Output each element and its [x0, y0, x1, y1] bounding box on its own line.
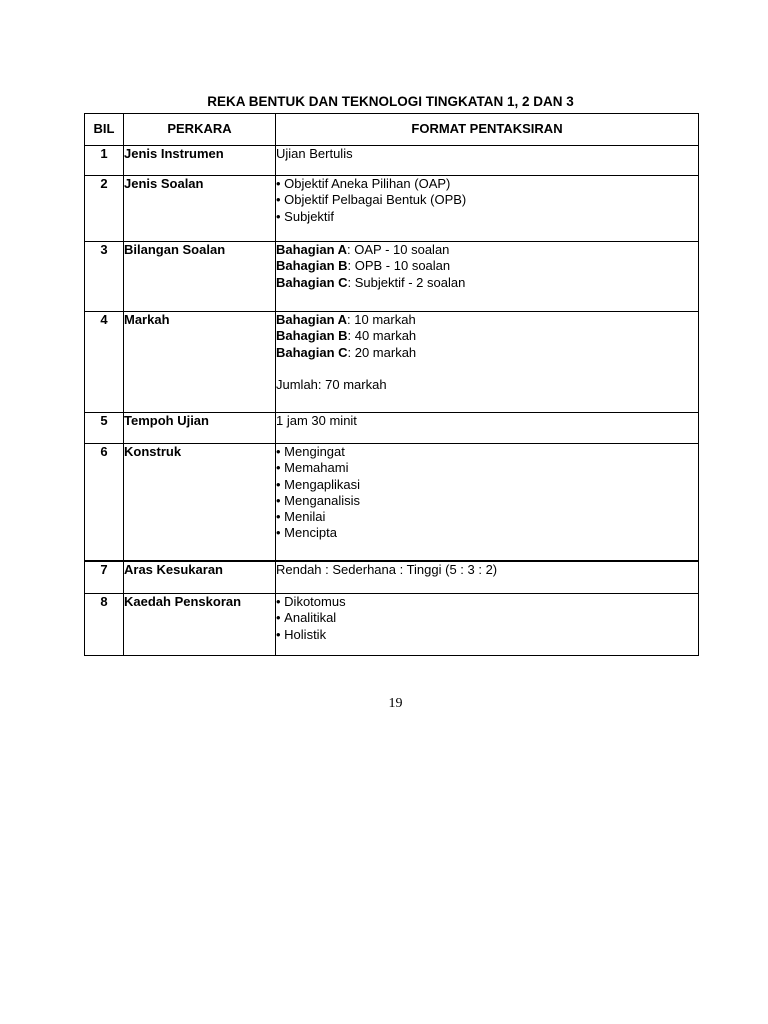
bullet-item: • Dikotomus — [276, 594, 698, 610]
bullet-item: • Objektif Aneka Pilihan (OAP) — [276, 176, 698, 192]
row-format — [276, 413, 699, 444]
row-perkara: Konstruk — [124, 444, 276, 561]
row-perkara: Kaedah Penskoran — [124, 594, 276, 656]
row-format — [276, 242, 699, 312]
format-text: 1 jam 30 minit — [276, 413, 357, 428]
row-perkara: Markah — [124, 312, 276, 413]
row-format — [276, 444, 699, 561]
bullet-item: • Analitikal — [276, 610, 698, 626]
table-row — [85, 444, 699, 561]
row-number: 8 — [85, 594, 124, 656]
part-line — [276, 275, 698, 291]
bullet-item: • Objektif Pelbagai Bentuk (OPB) — [276, 192, 698, 208]
format-text: Rendah : Sederhana : Tinggi (5 : 3 : 2) — [276, 561, 498, 577]
part-value: : Subjektif - 2 soalan — [347, 274, 466, 290]
table-row — [85, 146, 699, 176]
part-value: : 10 markah — [347, 312, 416, 327]
row-perkara: Tempoh Ujian — [124, 413, 276, 444]
part-label: Bahagian B — [276, 328, 348, 344]
row-perkara: Jenis Soalan — [124, 176, 276, 242]
total-marks: Jumlah: 70 markah — [276, 376, 387, 392]
part-line — [276, 242, 698, 258]
part-value: : OAP - 10 soalan — [347, 242, 450, 257]
row-number: 3 — [85, 242, 124, 312]
header-perkara: PERKARA — [124, 114, 276, 146]
part-label: Bahagian A — [276, 242, 348, 257]
row-number: 5 — [85, 413, 124, 444]
bullet-item: • Mencipta — [276, 525, 698, 541]
table-header-row — [85, 114, 699, 146]
bullet-item: • Mengaplikasi — [276, 477, 698, 493]
part-label: Bahagian C — [276, 274, 348, 290]
row-format — [276, 561, 699, 594]
part-line — [276, 345, 698, 361]
header-bil: BIL — [85, 114, 124, 146]
document-title: REKA BENTUK DAN TEKNOLOGI TINGKATAN 1, 2 DAN 3 — [207, 94, 574, 109]
row-number: 7 — [85, 561, 124, 594]
row-perkara: Jenis Instrumen — [124, 146, 276, 176]
bullet-item: • Subjektif — [276, 209, 698, 225]
bullet-item: • Memahami — [276, 460, 698, 476]
row-format — [276, 176, 699, 242]
row-perkara: Aras Kesukaran — [124, 561, 276, 594]
assessment-format-table — [84, 113, 699, 656]
page-number: 19 — [388, 696, 403, 711]
table-row — [85, 594, 699, 656]
bullet-item: • Holistik — [276, 627, 698, 643]
part-label: Bahagian B — [276, 258, 348, 274]
part-line — [276, 312, 698, 328]
row-format — [276, 312, 699, 413]
bullet-item: • Menilai — [276, 509, 698, 525]
header-format: FORMAT PENTAKSIRAN — [276, 114, 699, 146]
row-number: 6 — [85, 444, 124, 561]
part-label: Bahagian A — [276, 312, 348, 327]
row-format — [276, 146, 699, 176]
table-row — [85, 242, 699, 312]
row-number: 4 — [85, 312, 124, 413]
bullet-item: • Mengingat — [276, 444, 698, 460]
part-value: : OPB - 10 soalan — [347, 258, 451, 274]
part-label: Bahagian C — [276, 344, 348, 360]
bullet-item: • Menganalisis — [276, 493, 698, 509]
part-line — [276, 258, 698, 274]
part-value: : 40 markah — [347, 328, 417, 344]
table-row — [85, 413, 699, 444]
row-number: 1 — [85, 146, 124, 176]
part-line — [276, 328, 698, 344]
table-row — [85, 561, 699, 594]
row-perkara: Bilangan Soalan — [124, 242, 276, 312]
row-format — [276, 594, 699, 656]
table-row — [85, 176, 699, 242]
format-text: Ujian Bertulis — [276, 146, 353, 161]
part-value: : 20 markah — [347, 344, 417, 360]
row-number: 2 — [85, 176, 124, 242]
table-row — [85, 312, 699, 413]
